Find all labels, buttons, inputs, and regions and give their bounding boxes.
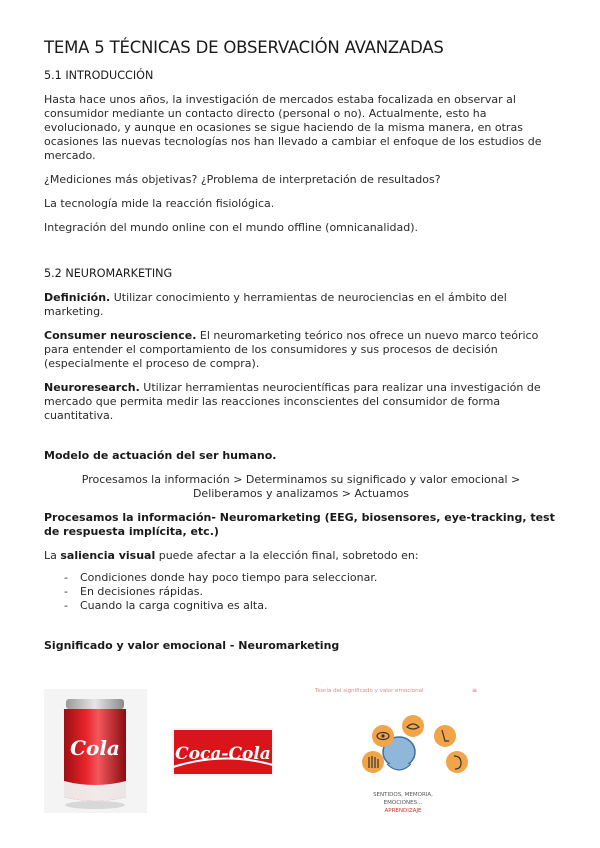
saliency-post: puede afectar a la elección final, sobretodo en: — [155, 549, 419, 562]
neuroresearch-paragraph — [44, 381, 558, 423]
senses-caption-1: SENTIDOS, MEMORIA, — [373, 792, 433, 798]
omnichannel-paragraph: Integración del mundo online con el mundo offline (omnicanalidad). — [44, 221, 419, 234]
coca-cola-logo-text: Coca-Cola — [175, 744, 271, 764]
senses-caption-2: EMOCIONES... — [383, 800, 423, 806]
saliency-pre: La — [44, 549, 61, 562]
menu-icon: ≡ — [472, 687, 478, 694]
model-heading-text: Modelo de actuación del ser humano. — [44, 449, 277, 462]
emotional-value-heading — [44, 639, 558, 653]
cola-can-image — [44, 689, 147, 813]
section-heading-neuromarketing: 5.2 NEUROMARKETING — [44, 267, 173, 280]
consumer-neuroscience-paragraph — [44, 329, 558, 371]
model-flow: Procesamos la información > Determinamos su significado y valor emocional > Deliberamos y analizamos > Actuamos — [81, 473, 521, 500]
processing-heading — [44, 511, 558, 539]
cola-can-text: Cola — [70, 736, 120, 760]
saliency-list — [44, 571, 558, 613]
consumer-neuroscience-text: El neuromarketing teórico nos ofrece un nuevo marco teórico para entender el comportamiento de los consumidores y sus procesos de decisión (especialmente el proceso de compra). — [44, 329, 539, 370]
definition-text: Utilizar conocimiento y herramientas de neurociencias en el ámbito del marketing. — [44, 291, 507, 318]
list-item: - En decisiones rápidas. — [44, 585, 558, 599]
definition-paragraph — [44, 291, 558, 319]
intro-paragraph: Hasta hace unos años, la investigación de mercados estaba focalizada en observar al consumidor mediante un contacto directo (personal o no). Actualmente, esto ha evolucionado, y aunque en ocasiones se sigue haciendo de la misma manera, en otras ocasiones las nuevas tecnologías nos han llevado a cambiar el enfoque de los estudios de mercado. — [44, 93, 542, 162]
saliency-term: saliencia visual — [60, 549, 156, 562]
list-item: - Cuando la carga cognitiva es alta. — [44, 599, 558, 613]
image-strip — [44, 684, 484, 820]
neuroresearch-text: Utilizar herramientas neurocientíficas para realizar una investigación de mercado que permita medir las reacciones inconscientes del consumidor de forma cuantitativa. — [44, 381, 541, 422]
technology-paragraph: La tecnología mide la reacción fisiológica. — [44, 197, 275, 210]
emotional-value-heading-text: Significado y valor emocional - Neuromarketing — [44, 639, 340, 652]
section-heading-introduccion: 5.1 INTRODUCCIÓN — [44, 69, 154, 82]
consumer-neuroscience-term: Consumer neuroscience. — [44, 329, 197, 342]
page-title: TEMA 5 TÉCNICAS DE OBSERVACIÓN AVANZADAS — [44, 38, 444, 57]
list-item: - Condiciones donde hay poco tiempo para seleccionar. — [44, 571, 558, 585]
questions-paragraph: ¿Mediciones más objetivas? ¿Problema de interpretación de resultados? — [44, 173, 441, 186]
senses-caption-3: APRENDIZAJE — [384, 808, 422, 814]
saliency-paragraph — [44, 549, 558, 563]
model-heading — [44, 449, 558, 463]
document-page — [44, 38, 558, 663]
processing-heading-text: Procesamos la información- Neuromarketing (EEG, biosensores, eye-tracking, test de respuesta implícita, etc.) — [44, 511, 555, 538]
senses-diagram-title: Teoría del significado y valor emocional — [315, 688, 424, 694]
senses-diagram-image — [307, 684, 482, 820]
definition-term: Definición. — [44, 291, 111, 304]
coca-cola-logo-image — [147, 689, 295, 813]
neuroresearch-term: Neuroresearch. — [44, 381, 140, 394]
